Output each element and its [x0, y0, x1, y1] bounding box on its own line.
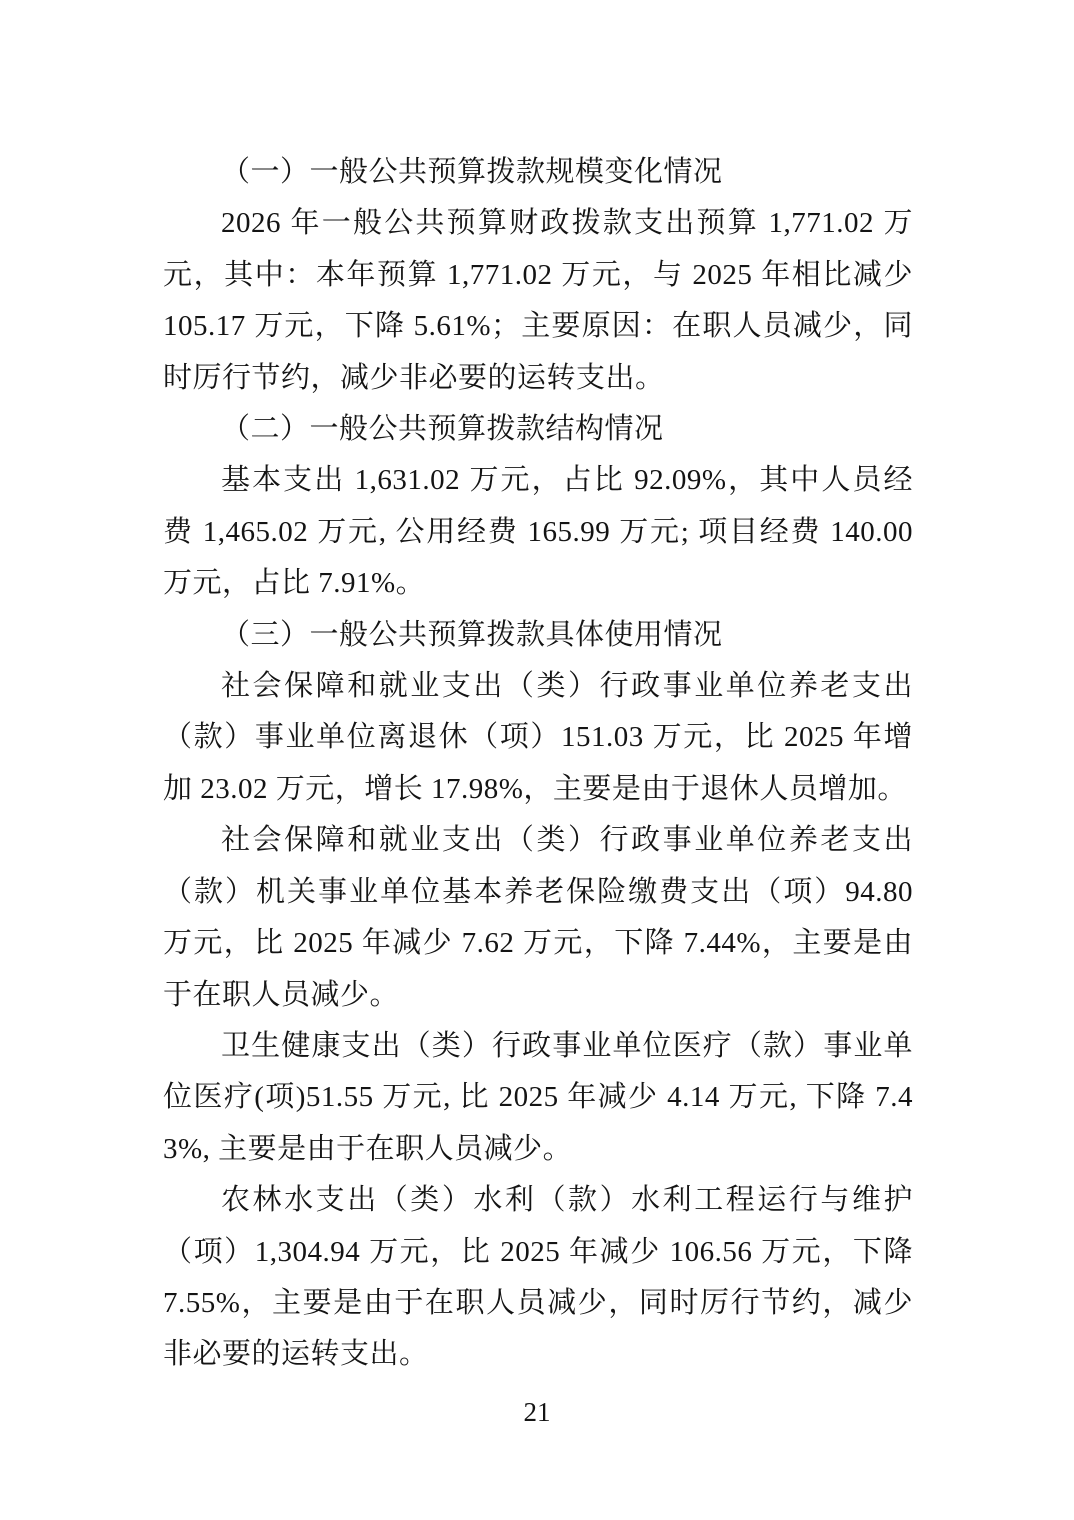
paragraph: 基本支出 1,631.02 万元，占比 92.09%，其中人员经费 1,465.02 万元, 公用经费 165.99 万元; 项目经费 140.00 万元，占比 7.91%。 [163, 464, 913, 600]
page-number: 21 [523, 1397, 551, 1427]
paragraph: 2026 年一般公共预算财政拨款支出预算 1,771.02 万元，其中：本年预算 1,771.02 万元，与 2025 年相比减少 105.17 万元，下降 5.61%；主要原因：在职人员减少，同时厉行节约，减少非必要的运转支出。 [163, 207, 913, 394]
document-body [163, 147, 913, 1381]
paragraph: 卫生健康支出（类）行政事业单位医疗（款）事业单位医疗(项)51.55 万元, 比 2025 年减少 4.14 万元, 下降 7.43%, 主要是由于在职人员减少。 [163, 1029, 913, 1165]
paragraph: 农林水支出（类）水利（款）水利工程运行与维护（项）1,304.94 万元，比 2025 年减少 106.56 万元，下降 7.55%，主要是由于在职人员减少，同时厉行节约，减少非必要的运转支出。 [163, 1184, 913, 1371]
section-heading: （一）一般公共预算拨款规模变化情况 [221, 156, 723, 188]
section-heading: （二）一般公共预算拨款结构情况 [221, 413, 664, 446]
paragraph: 社会保障和就业支出（类）行政事业单位养老支出（款）事业单位离退休（项）151.03 万元，比 2025 年增加 23.02 万元，增长 17.98%，主要是由于退休人员增加。 [163, 670, 913, 805]
section-heading: （三）一般公共预算拨款具体使用情况 [221, 618, 723, 651]
paragraph: 社会保障和就业支出（类）行政事业单位养老支出（款）机关事业单位基本养老保险缴费支出（项）94.80 万元，比 2025 年减少 7.62 万元，下降 7.44%，主要是由于在职人员减少。 [163, 824, 913, 1011]
